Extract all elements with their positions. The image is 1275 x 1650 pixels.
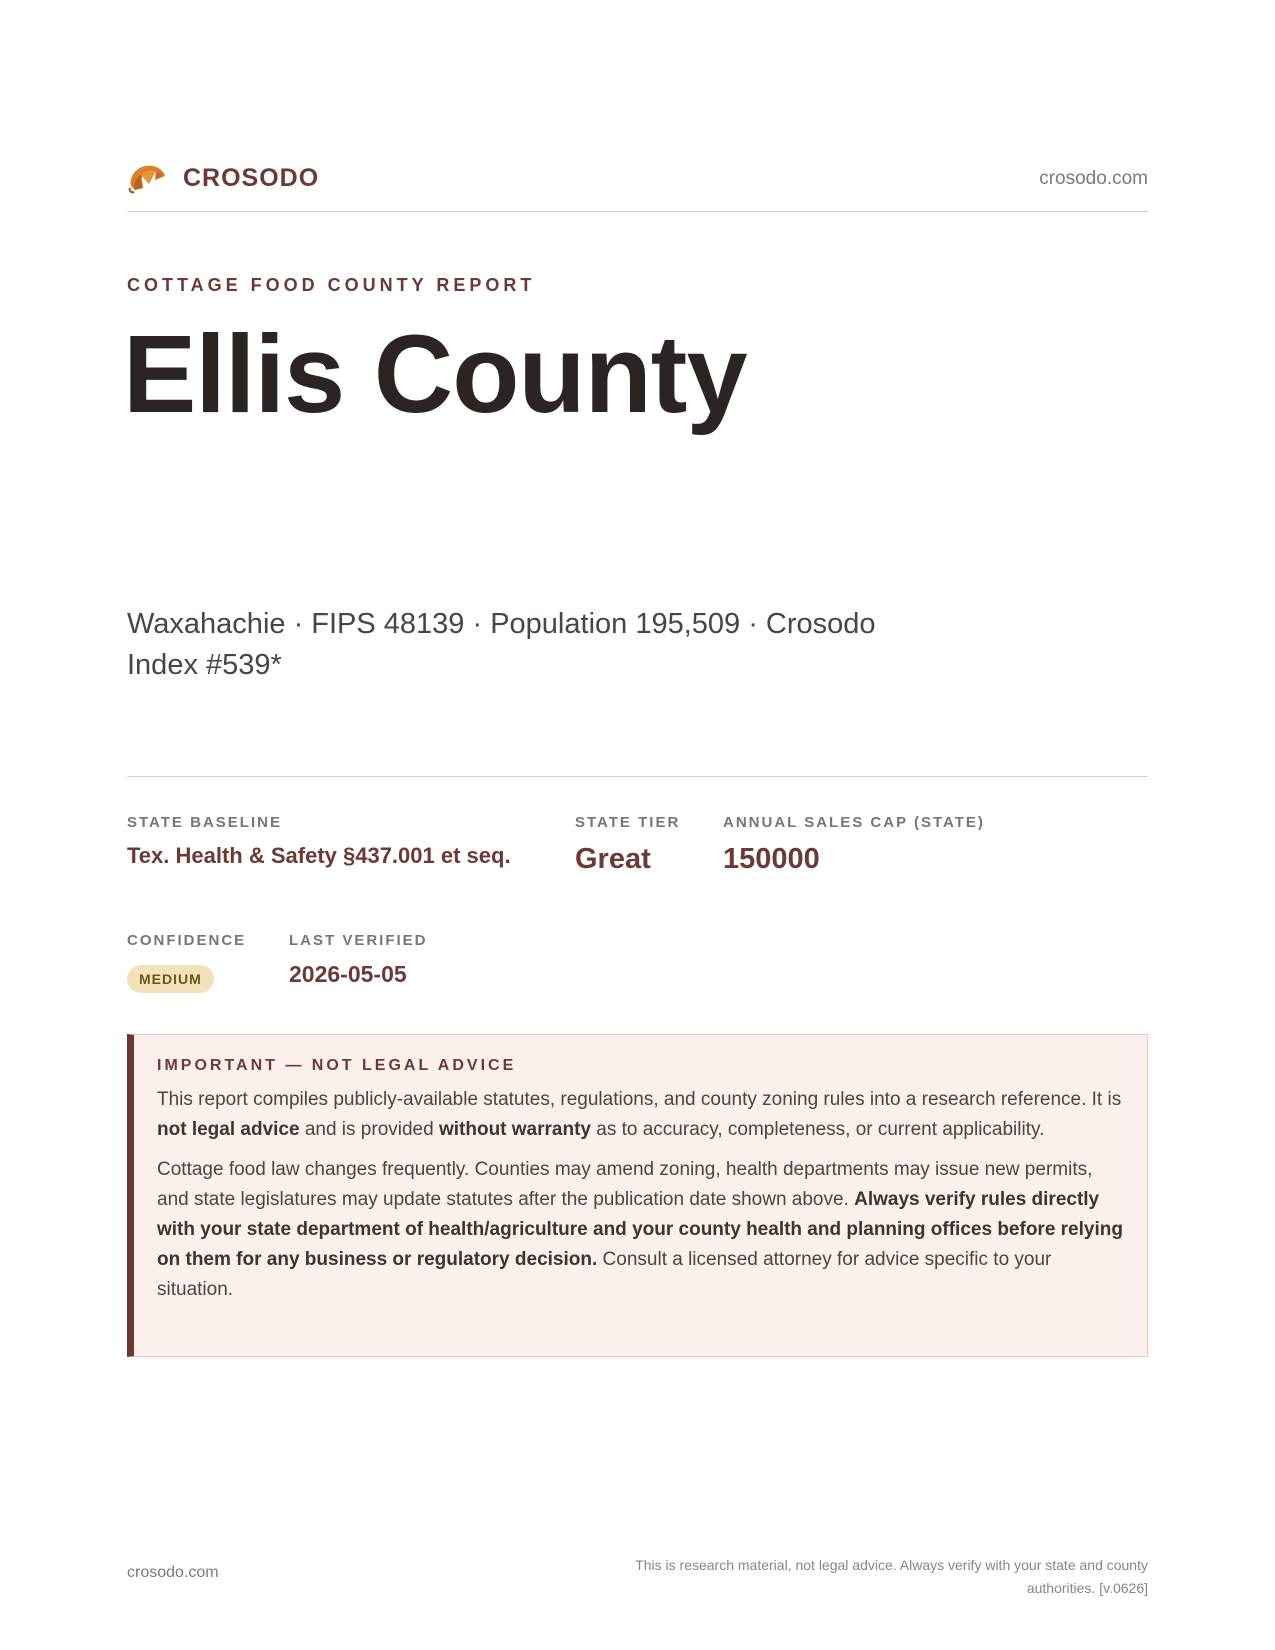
notice-emphasis: not legal advice <box>157 1119 300 1140</box>
notice-emphasis: Always verify rules directly with your state department of health/agriculture and your county health and planning offices before relying on them for any business or regulatory decision. <box>157 1189 1123 1270</box>
report-page <box>123 0 1148 1650</box>
notice-emphasis: without warranty <box>438 1119 591 1140</box>
sales-cap-field <box>723 814 985 876</box>
legal-notice-paragraph-2 <box>157 1155 1123 1305</box>
sales-cap-value: 150000 <box>723 843 820 875</box>
state-tier-field <box>575 814 680 876</box>
last-verified-value: 2026-05-05 <box>289 961 407 987</box>
page-title: Ellis County <box>123 313 747 436</box>
page-header <box>127 158 1148 212</box>
notice-text: as to accuracy, completeness, or current applicability. <box>590 1119 1045 1140</box>
state-baseline-label: STATE BASELINE <box>127 814 282 831</box>
brand-name: CROSODO <box>183 163 320 192</box>
confidence-label: CONFIDENCE <box>127 932 247 949</box>
footer-disclaimer: This is research material, not legal advice. Always verify with your state and county authorities. [v.0626] <box>635 1557 1148 1596</box>
footer-site-url[interactable]: crosodo.com <box>127 1564 219 1581</box>
croissant-icon <box>127 160 167 196</box>
confidence-badge: MEDIUM <box>127 965 214 993</box>
legal-notice-title: IMPORTANT — NOT LEGAL ADVICE <box>157 1057 517 1074</box>
sales-cap-label: ANNUAL SALES CAP (STATE) <box>723 814 985 831</box>
notice-text: This report compiles publicly-available statutes, regulations, and county zoning rules into a research reference. It is <box>157 1089 1122 1110</box>
notice-text: Cottage food law changes frequently. Counties may amend zoning, health departments may issue new permits, and state legislatures may update statutes after the publication date shown above. <box>157 1159 1093 1210</box>
brand <box>127 160 319 196</box>
state-baseline-value: Tex. Health & Safety §437.001 et seq. <box>127 843 511 868</box>
last-verified-field <box>289 932 428 988</box>
section-divider <box>127 776 1148 777</box>
legal-notice-paragraph-1 <box>157 1085 1123 1145</box>
report-eyebrow: COTTAGE FOOD COUNTY REPORT <box>127 275 536 295</box>
state-tier-label: STATE TIER <box>575 814 681 831</box>
state-tier-value: Great <box>575 843 651 875</box>
last-verified-label: LAST VERIFIED <box>289 932 428 949</box>
confidence-field <box>127 932 246 993</box>
notice-text: Consult a licensed attorney for advice specific to your situation. <box>157 1249 1052 1300</box>
notice-text: and is provided <box>299 1119 439 1140</box>
site-url[interactable]: crosodo.com <box>1039 168 1148 189</box>
state-baseline-field <box>127 814 511 869</box>
report-subtitle: Waxahachie · FIPS 48139 · Population 195,509 · Crosodo Index #539* <box>127 608 876 681</box>
legal-notice <box>127 1034 1148 1357</box>
